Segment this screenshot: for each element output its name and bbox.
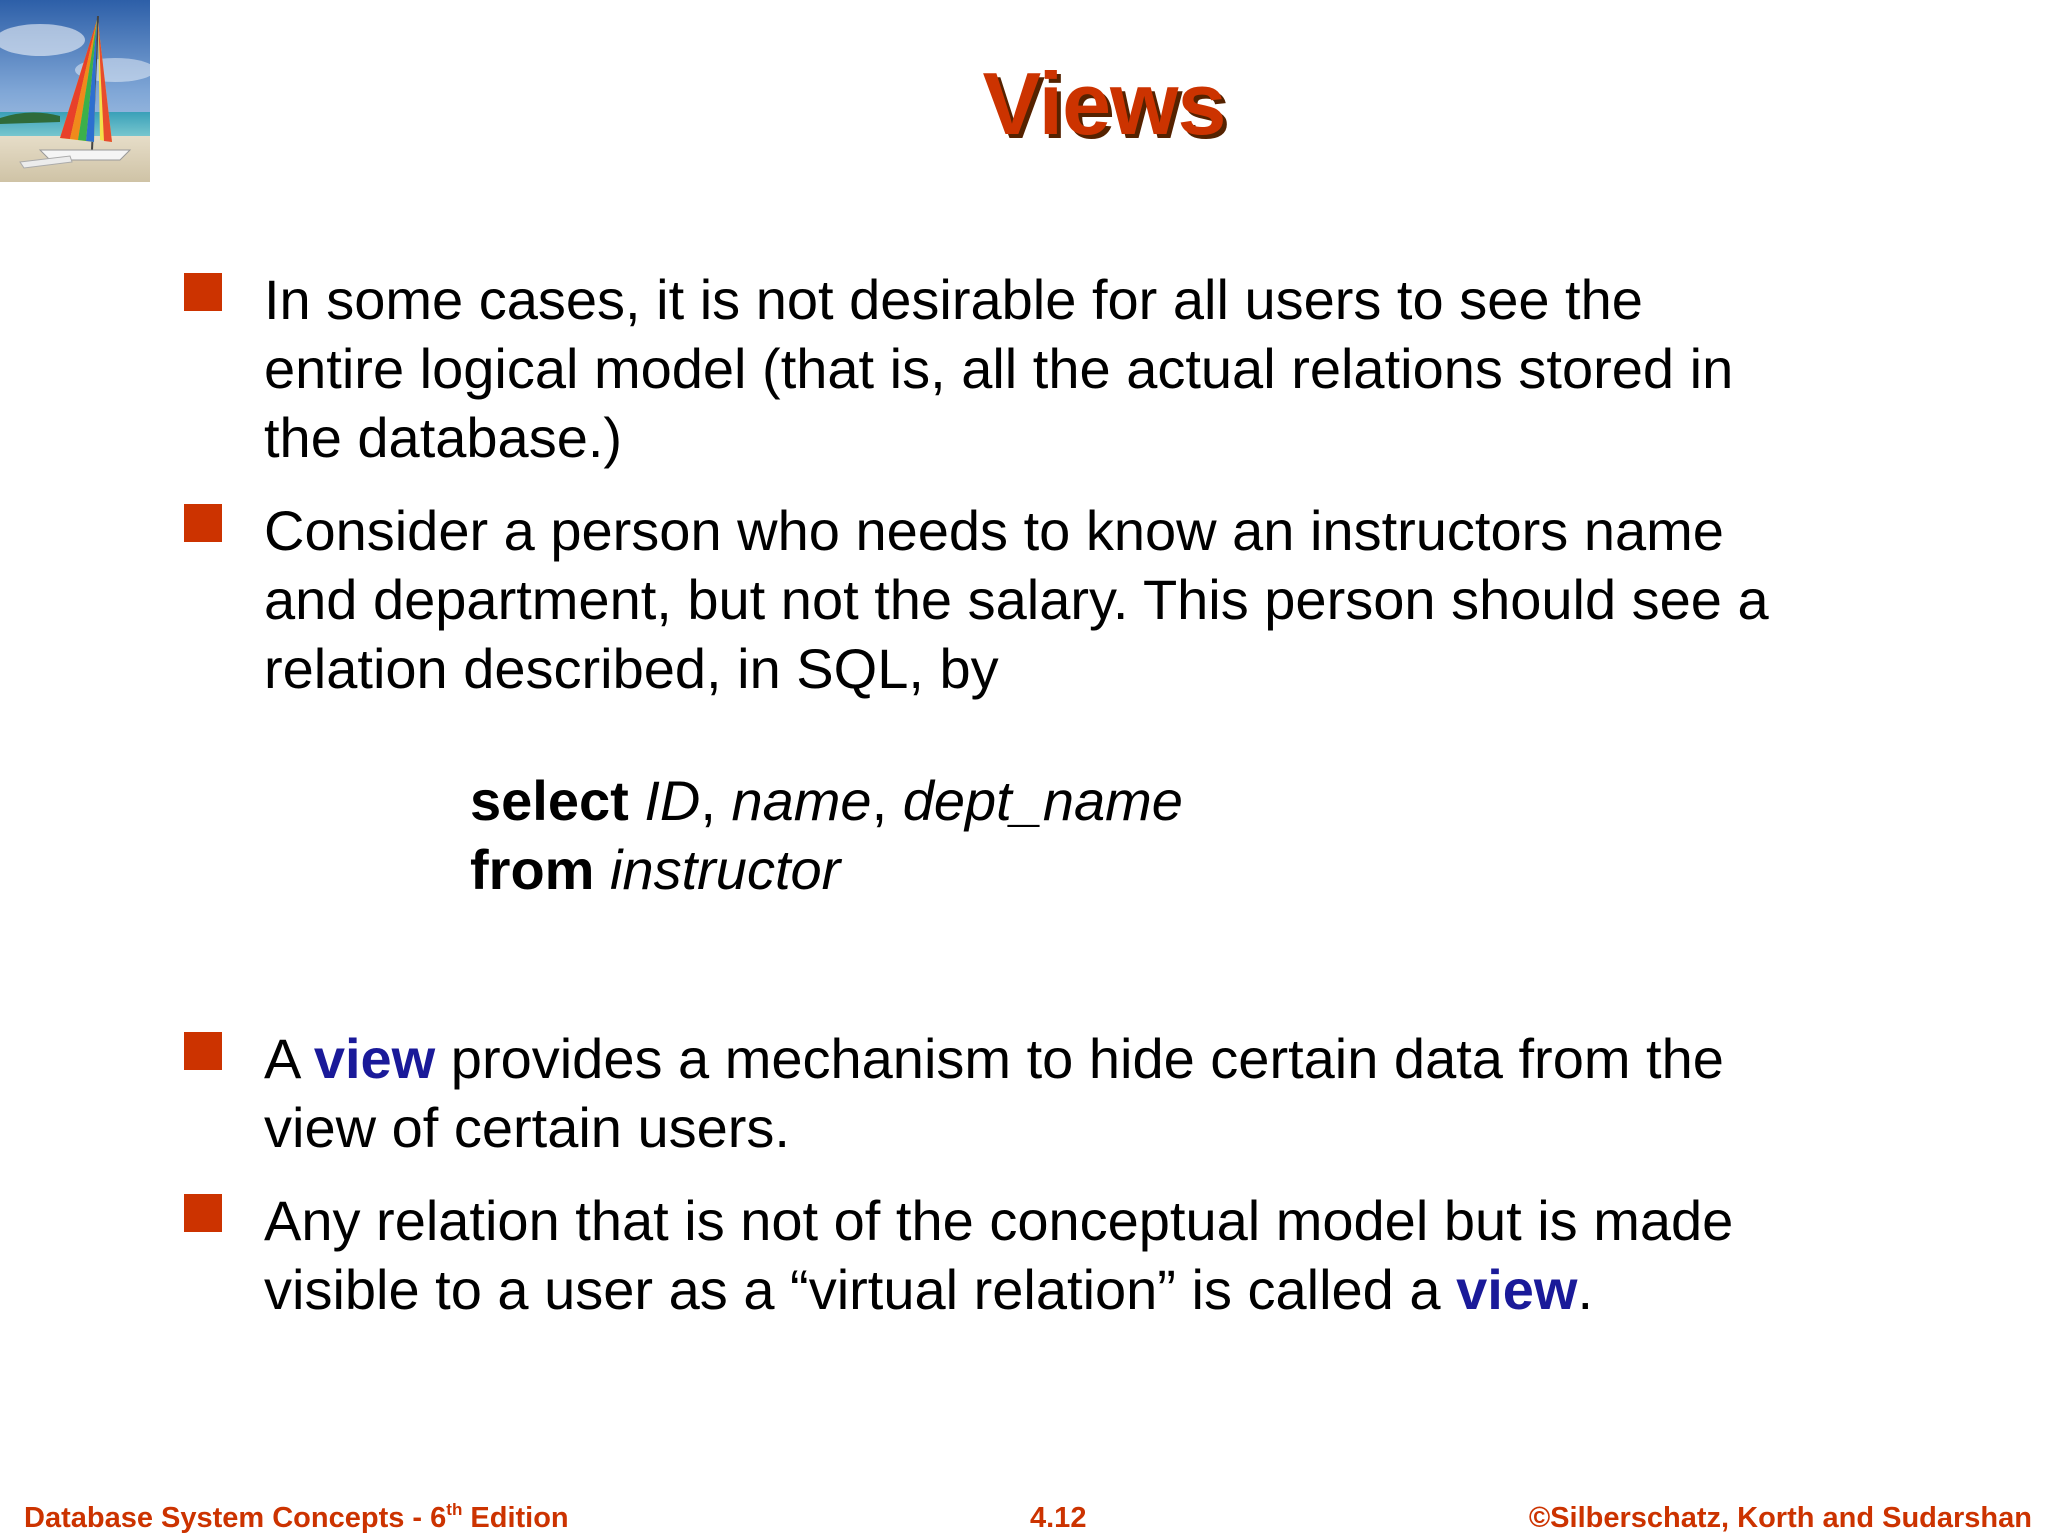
- square-bullet-icon: [184, 273, 222, 311]
- footer-page-number: 4.12: [1030, 1502, 1087, 1534]
- sql-column: ID: [644, 769, 701, 832]
- bullet-line: Consider a person who needs to know an instructors name: [264, 499, 1724, 562]
- sql-select-line: [470, 766, 1183, 835]
- bullet-text-segment: provides a mechanism to hide certain data from the: [435, 1027, 1724, 1090]
- sql-select-keyword: select: [470, 769, 629, 832]
- sql-query-block: [470, 766, 1183, 904]
- sql-table-name: instructor: [610, 838, 841, 901]
- view-keyword: view: [1456, 1258, 1578, 1321]
- bullet-line: Any relation that is not of the conceptual model but is made: [264, 1189, 1734, 1252]
- bullet-line: and department, but not the salary. This person should see a: [264, 568, 1769, 631]
- bullet-text: [264, 1024, 1864, 1162]
- bullet-line: relation described, in SQL, by: [264, 637, 999, 700]
- bullet-line: [264, 1024, 1864, 1093]
- bullet-text-segment: visible to a user as a “virtual relation” is called a: [264, 1258, 1457, 1321]
- footer-copyright: ©Silberschatz, Korth and Sudarshan: [1528, 1502, 2032, 1534]
- footer-book-title-main: Database System Concepts - 6: [24, 1502, 447, 1534]
- bullet-text: [264, 1186, 1864, 1324]
- bullet-text: [264, 496, 1864, 703]
- bullet-line: the database.): [264, 406, 623, 469]
- square-bullet-icon: [184, 1032, 222, 1070]
- footer-book-title: [24, 1500, 569, 1536]
- sql-column: dept_name: [902, 769, 1183, 832]
- sql-separator: ,: [871, 769, 903, 832]
- bullet-line: In some cases, it is not desirable for all users to see the: [264, 268, 1643, 331]
- bullet-text: [264, 265, 1864, 472]
- sql-separator: ,: [700, 769, 732, 832]
- footer-book-title-end: Edition: [462, 1502, 569, 1534]
- view-keyword: view: [313, 1027, 436, 1090]
- sql-from-keyword: from: [470, 838, 595, 901]
- bullet-text-segment: A: [264, 1027, 314, 1090]
- square-bullet-icon: [184, 1194, 222, 1232]
- bullet-text-segment: .: [1577, 1258, 1594, 1321]
- bullet-line: entire logical model (that is, all the actual relations stored in: [264, 337, 1734, 400]
- slide-title: Views: [982, 54, 1226, 153]
- sql-from-line: [470, 835, 1183, 904]
- bullet-line: view of certain users.: [264, 1096, 790, 1159]
- sql-column: name: [731, 769, 872, 832]
- square-bullet-icon: [184, 504, 222, 542]
- footer-edition-superscript: th: [446, 1500, 463, 1519]
- bullet-line: [264, 1255, 1864, 1324]
